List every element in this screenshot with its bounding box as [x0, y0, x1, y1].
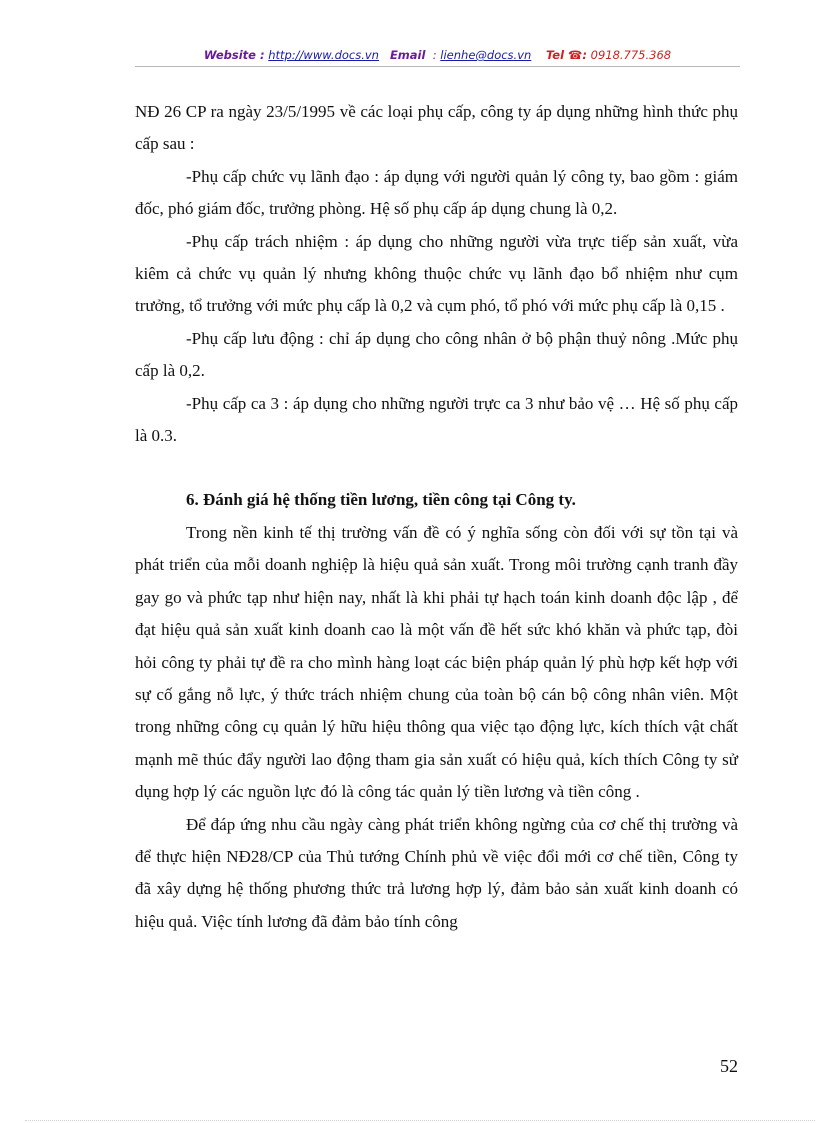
website-label: Website :: [203, 48, 265, 62]
page-number: 52: [720, 1056, 738, 1076]
paragraph-allowance-shift3: -Phụ cấp ca 3 : áp dụng cho những người trực ca 3 như bảo vệ … Hệ số phụ cấp là 0.3.: [135, 393, 738, 446]
paragraph-intro: NĐ 26 CP ra ngày 23/5/1995 về các loại phụ cấp, công ty áp dụng những hình thức phụ cấp sau :: [135, 102, 738, 154]
paragraph-allowance-leadership: -Phụ cấp chức vụ lãnh đạo : áp dụng với người quản lý công ty, bao gồm : giám đốc, phó giám đốc, trưởng phòng. Hệ số phụ cấp áp dụng chung là 0,2.: [135, 166, 738, 219]
paragraph-section-2: Để đáp ứng nhu cầu ngày càng phát triển không ngừng của cơ chế thị trường và để thực hiện NĐ28/CP của Thủ tướng Chính phủ về việc đổi mới cơ chế tiền, Công ty đã xây dựng hệ thống phương thức trả lương hợp lý, đảm bảo sản xuất kinh doanh có hiệu quả. Việc tính lương đã đảm bảo tính công: [135, 814, 738, 931]
email-label: Email: [389, 48, 426, 62]
paragraph-allowance-mobile: -Phụ cấp lưu động : chỉ áp dụng cho công nhân ở bộ phận thuỷ nông .Mức phụ cấp là 0,2.: [135, 328, 738, 381]
header-divider: [135, 66, 740, 67]
paragraph-allowance-responsibility: -Phụ cấp trách nhiệm : áp dụng cho những người vừa trực tiếp sản xuất, vừa kiêm cả chức vụ quản lý nhưng không thuộc chức vụ lãnh đạo bổ nhiệm như cụm trưởng, tổ trưởng với mức phụ cấp là 0,2 và cụm phó, tổ phó với mức phụ cấp là 0,15 .: [135, 231, 738, 316]
paragraph-section-1: Trong nền kinh tế thị trường vấn đề có ý nghĩa sống còn đối với sự tồn tại và phát triển của mỗi doanh nghiệp là hiệu quả sản xuất. Trong môi trường cạnh tranh đầy gay go và phức tạp như hiện nay, nhất là khi phải tự hạch toán kinh doanh độc lập , để đạt hiệu quả sản xuất kinh doanh cao là một vấn đề hết sức khó khăn và phức tạp, đòi hỏi công ty phải tự đề ra cho mình hàng loạt các biện pháp quản lý phù hợp kết hợp với sự cố gắng nỗ lực, ý thức trách nhiệm chung của toàn bộ cán bộ công nhân viên. Một trong những công cụ quản lý hữu hiệu thông qua việc tạo động lực, kích thích vật chất mạnh mẽ thúc đẩy người lao động tham gia sản xuất có hiệu quả, kích thích Công ty sử dụng hợp lý các nguồn lực đó là công tác quản lý tiền lương và tiền công .: [135, 522, 738, 802]
email-separator: :: [432, 48, 437, 62]
tel-label: Tel ☎:: [545, 48, 587, 62]
section-heading: 6. Đánh giá hệ thống tiền lương, tiền công tại Công ty.: [186, 490, 576, 510]
tel-value: 0918.775.368: [590, 48, 672, 62]
page-header: [135, 48, 740, 62]
document-body: [135, 96, 738, 938]
footer-dotted-rule: [25, 1120, 815, 1121]
website-link[interactable]: http://www.docs.vn: [268, 48, 379, 62]
email-link[interactable]: lienhe@docs.vn: [440, 48, 532, 62]
